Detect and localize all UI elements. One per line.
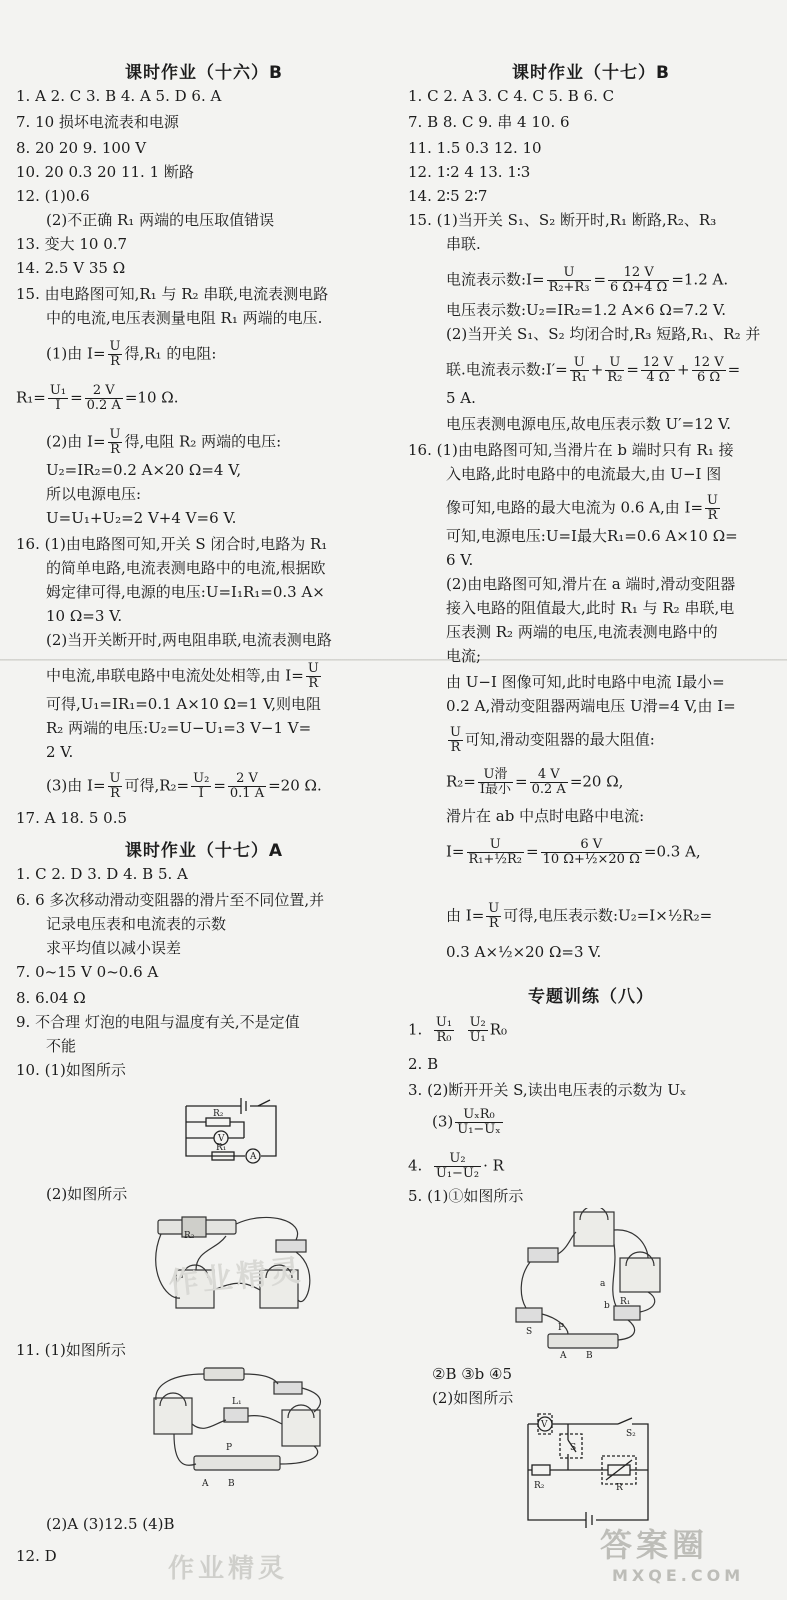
- numerator: U₂: [469, 1015, 486, 1030]
- numerator: 12 V: [608, 266, 669, 281]
- numerator: 12 V: [693, 355, 724, 370]
- circuit-diagram-10-1: [166, 1086, 286, 1172]
- fraction: [228, 772, 266, 801]
- answer-line: 接入电路的阻值最大,此时 R₁ 与 R₂ 串联,电: [446, 599, 735, 617]
- fraction: [108, 428, 123, 457]
- numerator: U: [707, 493, 718, 508]
- answer-line: 可得,U₁=IR₁=0.1 A×10 Ω=1 V,则电阻: [46, 695, 321, 713]
- text: (1)由 I=: [46, 344, 106, 363]
- denominator: 10 Ω+½×20 Ω: [542, 852, 640, 867]
- answer-line: 10 Ω=3 V.: [46, 607, 123, 625]
- text: · R: [483, 1156, 504, 1175]
- text: =20 Ω.: [268, 776, 322, 795]
- denominator: U₁−Uₓ: [457, 1122, 501, 1137]
- fraction: [48, 384, 68, 413]
- answer-line: ②B ③b ④5: [432, 1365, 513, 1383]
- numerator: U: [307, 661, 319, 676]
- formula-line: [46, 772, 322, 801]
- answer-line: 2. B: [408, 1055, 439, 1073]
- fraction: [641, 356, 675, 385]
- answer-line: 15. 由电路图可知,R₁ 与 R₂ 串联,电流表测电路: [16, 285, 329, 303]
- denominator: R: [488, 916, 499, 931]
- fraction: [541, 838, 642, 867]
- formula-line: [46, 662, 323, 691]
- answer-line: 7. B 8. C 9. 串 4 10. 6: [408, 113, 570, 131]
- fraction: [530, 768, 568, 797]
- answer-line: 10. 20 0.3 20 11. 1 断路: [16, 163, 194, 181]
- denominator: U₁: [469, 1030, 486, 1045]
- fraction: [85, 384, 123, 413]
- denominator: R: [308, 676, 319, 691]
- text: 可得,电压表示数:U₂=I×½R₂=: [503, 906, 713, 925]
- text: 4.: [408, 1156, 423, 1175]
- numerator: UₓR₀: [455, 1108, 503, 1123]
- numerator: 4 V: [530, 768, 568, 783]
- denominator: I最小: [479, 782, 512, 797]
- formula-line: [46, 340, 216, 369]
- answer-line: 5 A.: [446, 389, 476, 407]
- text: 1.: [408, 1020, 423, 1039]
- denominator: R₁+½R₂: [468, 852, 522, 867]
- text: R₀: [489, 1020, 508, 1039]
- answer-line: 记录电压表和电流表的示数: [46, 915, 227, 933]
- denominator: 4 Ω: [646, 370, 670, 385]
- denominator: R₁: [571, 370, 587, 385]
- fraction: [434, 1016, 454, 1045]
- fraction: [108, 772, 123, 801]
- svg-text:R₂: R₂: [534, 1481, 545, 1491]
- fraction: [467, 838, 525, 867]
- answer-line: 入电路,此时电路中的电流最大,由 U−I 图: [446, 465, 722, 483]
- answer-line: 7. 0~15 V 0~0.6 A: [16, 963, 159, 981]
- fraction: [448, 726, 463, 755]
- answer-line: 的简单电路,电流表测电路中的电流,根据欧: [46, 559, 326, 577]
- svg-text:S: S: [526, 1327, 533, 1337]
- fraction: [468, 1016, 488, 1045]
- text: 联.电流表示数:I′=: [446, 360, 568, 379]
- section-title: 课时作业（十七）A: [124, 841, 284, 861]
- denominator: R: [110, 442, 120, 457]
- answer-line: 压表测 R₂ 两端的电压,电流表测电路中的: [446, 623, 718, 641]
- answer-line: 12. 1∶2 4 13. 1∶3: [408, 163, 531, 181]
- text: 可得,R₂=: [124, 776, 190, 795]
- fraction: [306, 662, 321, 691]
- numerator: U: [109, 339, 121, 354]
- svg-text:V: V: [541, 1420, 548, 1430]
- formula-line: [432, 1108, 505, 1137]
- text: 得,电阻 R₂ 两端的电压:: [124, 432, 282, 451]
- denominator: R: [110, 786, 120, 801]
- answer-line: 13. 变大 10 0.7: [16, 235, 128, 253]
- numerator: U: [450, 725, 461, 740]
- svg-text:A: A: [560, 1351, 567, 1360]
- denominator: R₀: [436, 1030, 452, 1045]
- svg-text:S₂: S₂: [626, 1429, 636, 1439]
- watermark: 作业精灵: [166, 1252, 306, 1302]
- numerator: U₁: [435, 1015, 453, 1030]
- answer-line: (2)如图所示: [46, 1185, 128, 1203]
- fraction: [486, 902, 501, 931]
- numerator: U₂: [434, 1152, 481, 1167]
- fraction: [570, 356, 589, 385]
- answer-line: 可知,电源电压:U=I最大R₁=0.6 A×10 Ω=: [446, 527, 738, 545]
- answer-line: 5. (1)①如图所示: [408, 1187, 524, 1205]
- formula-line: [446, 726, 655, 755]
- svg-text:V: V: [218, 1134, 225, 1144]
- answer-line: (2)由电路图可知,滑片在 a 端时,滑动变阻器: [446, 575, 736, 593]
- svg-text:B: B: [586, 1351, 593, 1360]
- fraction: [191, 772, 211, 801]
- denominator: 6 Ω+4 Ω: [610, 280, 668, 295]
- answer-line: U₂=IR₂=0.2 A×20 Ω=4 V,: [46, 461, 242, 479]
- numerator: 6 V: [541, 838, 642, 853]
- text: 可知,滑动变阻器的最大阻值:: [464, 730, 655, 749]
- answer-line: 6 V.: [446, 551, 474, 569]
- answer-line: 2 V.: [46, 743, 74, 761]
- fraction: [692, 356, 726, 385]
- denominator: R: [450, 740, 461, 755]
- text: =: [213, 776, 226, 795]
- formula-line: [446, 902, 712, 931]
- text: =20 Ω,: [569, 772, 624, 791]
- section-title: 专题训练（八）: [528, 987, 654, 1007]
- denominator: I: [55, 398, 61, 413]
- answer-line: U=U₁+U₂=2 V+4 V=6 V.: [46, 509, 237, 527]
- formula-line: [446, 266, 728, 295]
- numerator: 2 V: [85, 384, 123, 399]
- text: =: [526, 842, 539, 861]
- text: =: [593, 270, 607, 289]
- svg-text:b: b: [604, 1301, 610, 1311]
- answer-line: 9. 不合理 灯泡的电阻与温度有关,不是定值: [16, 1013, 300, 1031]
- answer-line: 8. 6.04 Ω: [16, 989, 86, 1007]
- svg-text:B: B: [228, 1479, 235, 1489]
- fraction: [608, 266, 669, 295]
- text: =0.3 A,: [643, 842, 701, 861]
- watermark-logo: 答案圈: [600, 1526, 709, 1564]
- denominator: R: [707, 508, 718, 523]
- numerator: 2 V: [228, 772, 266, 787]
- svg-text:A: A: [250, 1152, 257, 1162]
- section-title: 课时作业（十七）B: [512, 63, 670, 83]
- answer-line: 所以电源电压:: [46, 485, 142, 503]
- answer-line: 1. C 2. D 3. D 4. B 5. A: [16, 865, 188, 883]
- denominator: U₁−U₂: [435, 1166, 480, 1181]
- text: R₁=: [16, 388, 46, 407]
- answer-line: 11. (1)如图所示: [16, 1341, 126, 1359]
- formula-line: [446, 768, 623, 797]
- answer-line: 电压表示数:U₂=IR₂=1.2 A×6 Ω=7.2 V.: [446, 301, 727, 319]
- answer-line: 求平均值以减小误差: [46, 939, 182, 957]
- svg-text:R: R: [616, 1483, 623, 1493]
- answer-line: 1. C 2. A 3. C 4. C 5. B 6. C: [408, 87, 615, 105]
- numerator: U: [570, 356, 589, 371]
- answer-line: 12. (1)0.6: [16, 187, 90, 205]
- fraction: [547, 266, 592, 295]
- watermark-url: MXQE.COM: [612, 1566, 745, 1585]
- formula-line: 联.电流表示数:I′= $\frac{U}{\text{R₁}}$ + $\frac{U}{\text{R₂}}$ = $\frac{12 V}{4 \Omega}$ + $\frac{12 V}{6 \Omega}$ =: [446, 355, 741, 385]
- denominator: 0.2 A: [86, 398, 121, 413]
- answer-line: (2)不正确 R₁ 两端的电压取值错误: [46, 211, 275, 229]
- section-title: 课时作业（十六）B: [125, 63, 283, 83]
- fraction: [434, 1152, 481, 1181]
- numerator: 12 V: [642, 355, 673, 370]
- denominator: R: [110, 354, 120, 369]
- answer-line: 12. D: [16, 1547, 57, 1565]
- text: 由 I=: [446, 906, 485, 925]
- denominator: 0.2 A: [531, 782, 566, 797]
- numerator: U: [605, 356, 624, 371]
- svg-text:R₂: R₂: [213, 1109, 224, 1119]
- denominator: 0.1 A: [229, 786, 265, 801]
- numerator: U: [488, 901, 500, 916]
- text: R₂=: [446, 772, 476, 791]
- answer-line: 1. A 2. C 3. B 4. A 5. D 6. A: [16, 87, 222, 105]
- answer-line: 中的电流,电压表测量电阻 R₁ 两端的电压.: [46, 309, 323, 327]
- answer-line: 姆定律可得,电源的电压:U=I₁R₁=0.3 A×: [46, 583, 325, 601]
- answer-line: R₂ 两端的电压:U₂=U−U₁=3 V−1 V=: [46, 719, 312, 737]
- formula-line: [46, 428, 281, 457]
- answer-line: 14. 2∶5 2∶7: [408, 187, 488, 205]
- text: =1.2 A.: [671, 270, 729, 289]
- circuit-photo-5-1: [508, 1208, 698, 1360]
- answer-line: 7. 10 损坏电流表和电源: [16, 113, 179, 131]
- answer-line: 16. (1)由电路图可知,开关 S 闭合时,电路为 R₁: [16, 535, 328, 553]
- answer-line: 串联.: [446, 235, 481, 253]
- fraction: [478, 768, 513, 797]
- text: 得,R₁ 的电阻:: [124, 344, 217, 363]
- watermark: 作业精灵: [168, 1554, 289, 1584]
- answer-line: 电压表测电源电压,故电压表示数 U′=12 V.: [446, 415, 731, 433]
- answer-line: 不能: [46, 1037, 77, 1055]
- text: 电流表示数:I=: [446, 270, 545, 289]
- numerator: U₂: [193, 771, 210, 786]
- svg-text:S: S: [570, 1443, 577, 1453]
- answer-line: 0.2 A,滑动变阻器两端电压 U滑=4 V,由 I=: [446, 697, 736, 715]
- formula-line: [16, 384, 178, 413]
- answer-line: 14. 2.5 V 35 Ω: [16, 259, 126, 277]
- svg-text:L₁: L₁: [232, 1397, 242, 1407]
- text: 中电流,串联电路中电流处处相等,由 I=: [46, 666, 304, 685]
- denominator: I: [198, 786, 204, 801]
- numerator: U滑: [478, 768, 513, 783]
- circuit-photo-11: [144, 1364, 334, 1492]
- answer-line: 由 U−I 图像可知,此时电路中电流 I最小=: [446, 673, 725, 691]
- text: (2)由 I=: [46, 432, 106, 451]
- svg-text:R₁: R₁: [620, 1297, 631, 1307]
- answer-line: 滑片在 ab 中点时电路中电流:: [446, 807, 645, 825]
- fraction: [108, 340, 123, 369]
- answer-line: 10. (1)如图所示: [16, 1061, 126, 1079]
- numerator: U: [547, 266, 592, 281]
- numerator: U: [467, 838, 525, 853]
- svg-text:A: A: [202, 1479, 209, 1489]
- fraction: [605, 356, 624, 385]
- numerator: U₁: [49, 383, 67, 398]
- denominator: 6 Ω: [696, 370, 721, 385]
- text: =10 Ω.: [124, 388, 179, 407]
- page-fold-line: [0, 659, 787, 661]
- numerator: U: [109, 771, 121, 786]
- answer-line: (2)如图所示: [432, 1389, 514, 1407]
- svg-text:R₁: R₁: [216, 1143, 227, 1153]
- answer-line: 0.3 A×½×20 Ω=3 V.: [446, 943, 602, 961]
- svg-text:P: P: [558, 1323, 565, 1333]
- svg-text:R₂: R₂: [184, 1231, 195, 1241]
- answer-line: 16. (1)由电路图可知,当滑片在 b 端时只有 R₁ 接: [408, 441, 734, 459]
- formula-line: [408, 1016, 507, 1045]
- answer-line: (2)当开关 S₁、S₂ 均闭合时,R₃ 短路,R₁、R₂ 并: [446, 325, 761, 343]
- formula-line: [446, 494, 722, 523]
- svg-text:a: a: [600, 1279, 606, 1289]
- text: (3): [432, 1112, 454, 1131]
- answer-line: (2)当开关断开时,两电阻串联,电流表测电路: [46, 631, 332, 649]
- svg-text:P: P: [226, 1443, 233, 1453]
- fraction: [705, 494, 720, 523]
- text: (3)由 I=: [46, 776, 106, 795]
- text: I=: [446, 842, 465, 861]
- answer-line: 11. 1.5 0.3 12. 10: [408, 139, 542, 157]
- fraction: [455, 1108, 503, 1137]
- answer-line: 15. (1)当开关 S₁、S₂ 断开时,R₁ 断路,R₂、R₃: [408, 211, 717, 229]
- denominator: R₂: [607, 370, 623, 385]
- text: =: [70, 388, 83, 407]
- text: =: [515, 772, 528, 791]
- formula-line: [408, 1152, 504, 1181]
- text: 像可知,电路的最大电流为 0.6 A,由 I=: [446, 498, 704, 517]
- answer-line: 6. 6 多次移动滑动变阻器的滑片至不同位置,并: [16, 891, 325, 909]
- denominator: R₂+R₃: [548, 280, 590, 295]
- answer-line: 17. A 18. 5 0.5: [16, 809, 128, 827]
- answer-line: 3. (2)断开开关 S,读出电压表的示数为 Uₓ: [408, 1081, 687, 1099]
- answer-line: 电流;: [446, 647, 482, 665]
- numerator: U: [109, 427, 121, 442]
- formula-line: [446, 838, 701, 867]
- answer-line: (2)A (3)12.5 (4)B: [46, 1515, 175, 1533]
- answer-line: 8. 20 20 9. 100 V: [16, 139, 147, 157]
